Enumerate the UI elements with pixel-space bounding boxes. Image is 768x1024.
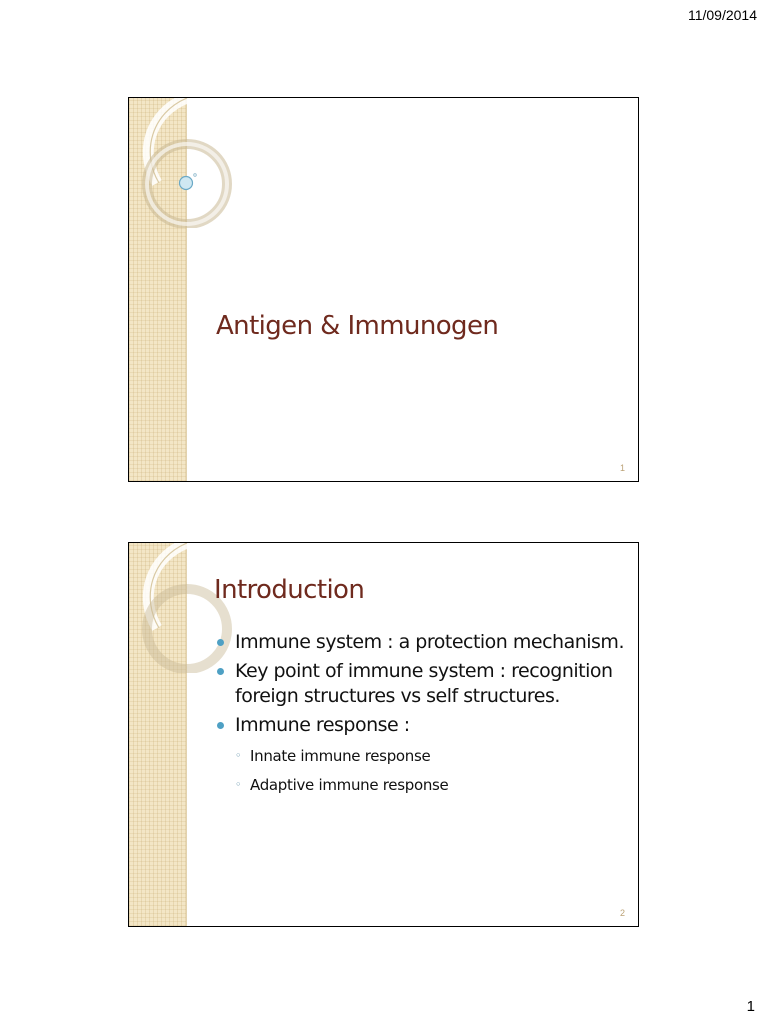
bullet-dot-icon bbox=[217, 639, 224, 646]
slide-number: 1 bbox=[619, 463, 625, 473]
sub-bullet-marker: ◦ bbox=[235, 749, 242, 762]
bullet-dot-icon bbox=[217, 722, 224, 729]
slide-title: Antigen & Immunogen bbox=[216, 311, 499, 341]
page-number: 1 bbox=[746, 998, 755, 1015]
slide-1 bbox=[128, 97, 639, 482]
bullet-item bbox=[215, 713, 625, 795]
sub-bullet-item bbox=[235, 746, 625, 766]
bullet-list bbox=[215, 630, 625, 804]
slide-2 bbox=[128, 542, 639, 927]
bullet-dot-icon bbox=[217, 668, 224, 675]
sub-bullet-marker: ◦ bbox=[235, 778, 242, 791]
sub-bullet-text: Adaptive immune response bbox=[250, 776, 449, 794]
sub-bullet-list bbox=[235, 746, 625, 795]
bullet-item bbox=[215, 630, 625, 655]
slide-title: Introduction bbox=[214, 575, 365, 605]
slide-number: 2 bbox=[619, 908, 625, 918]
sub-bullet-text: Innate immune response bbox=[250, 747, 431, 765]
swoosh-ring-icon bbox=[129, 98, 249, 228]
sub-bullet-item bbox=[235, 775, 625, 795]
bullet-item bbox=[215, 659, 625, 709]
bullet-text: Immune system : a protection mechanism. bbox=[235, 631, 624, 653]
bullet-text: Immune response : bbox=[235, 714, 410, 736]
bullet-text: Key point of immune system : recognition foreign structures vs self structures. bbox=[235, 660, 613, 707]
print-date: 11/09/2014 bbox=[687, 7, 757, 23]
